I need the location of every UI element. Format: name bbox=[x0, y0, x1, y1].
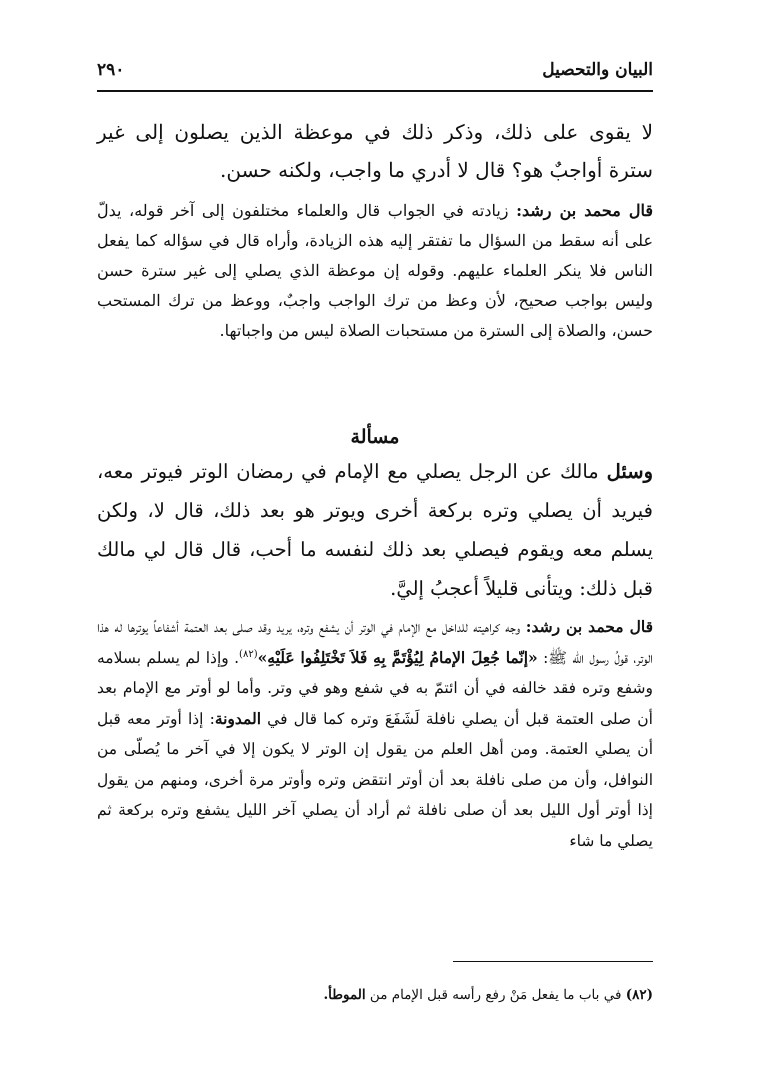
footnote bbox=[97, 983, 653, 1007]
commentary-paragraph-1 bbox=[97, 196, 653, 346]
hadith-quote: «إنّما جُعِلَ الإمامُ لِيُؤْتَمَّ بِهِ فَلاَ تَخْتَلِفُوا عَلَيْهِ» bbox=[257, 647, 538, 667]
commentary-speaker-2: قال محمد بن رشد: bbox=[525, 617, 653, 636]
main-text-2-lead: وسئل bbox=[606, 460, 653, 483]
footnote-reference[interactable]: (٨٢) bbox=[239, 648, 258, 660]
main-text-paragraph-1 bbox=[97, 113, 653, 189]
commentary-2-part2: . وإذا لم يسلم بسلامه وشفع وتره فقد خالفه في أن ائتمّ به في شفع وهو في وتر. وأما لو أوتر مع الإمام بعد أن صلى العتمة قبل أن يصلي نافلة لَشَفَعَ وتره كما قال في bbox=[97, 648, 653, 728]
commentary-speaker-1: قال محمد بن رشد: bbox=[516, 201, 654, 220]
page-header bbox=[97, 50, 653, 92]
footnote-text: في باب ما يفعل مَنْ رفع رأسه قبل الإمام من bbox=[365, 987, 626, 1003]
section-heading: مسألة bbox=[350, 426, 400, 448]
footnote-divider bbox=[453, 961, 653, 962]
page-number: ٢٩٠ bbox=[97, 60, 125, 80]
commentary-paragraph-2 bbox=[97, 612, 653, 856]
footnote-source: الموطأ. bbox=[323, 987, 366, 1003]
book-title-mudawwana: المدونة bbox=[214, 708, 262, 728]
main-text-1: لا يقوى على ذلك، وذكر ذلك في موعظة الذين يصلون إلى غير سترة أواجبٌ هو؟ قال لا أدري ما واجب، ولكنه حسن. bbox=[97, 120, 653, 182]
commentary-2-part3: : إذا أوتر معه قبل أن يصلي العتمة. ومن أهل العلم من يقول إن الوتر لا يكون إلا في آخر ما يُصلّى من النوافل، وأن من صلى نافلة بعد أن أوتر انتقض وتره وأوتر مرة أخرى، ومنهم من يقول إذا أوتر أول الليل بعد أن صلى نافلة ثم أراد أن يصلي آخر الليل يشفع وتره بركعة ثم يصلي ما شاء bbox=[97, 709, 653, 850]
commentary-text-1: زيادته في الجواب قال والعلماء مختلفون إلى آخر قوله، يدلّ على أنه سقط من السؤال ما تفتقر إليه هذه الزيادة، وأراه قال في سؤاله كما يفعل الناس فلا ينكر العلماء عليهم. وقوله إن موعظة الذي يصلي إلى غير سترة حسن وليس بواجب صحيح، لأن وعظ من ترك الواجب واجبٌ، ووعظ من ترك المستحب حسن، والصلاة إلى السترة من مستحبات الصلاة ليس من واجباتها. bbox=[97, 201, 653, 340]
main-text-paragraph-2 bbox=[97, 452, 653, 608]
footnote-number: (٨٢) bbox=[625, 987, 653, 1003]
running-title: البيان والتحصيل bbox=[542, 60, 653, 80]
commentary-2-part1: وجه كراهيته للداخل مع الإمام في الوتر أن يشفع وتره، يريد وقد صلى بعد العتمة أشفاعاً يوترها له هذا الوتر، قولُ رسول الله ﷺ: bbox=[97, 618, 653, 667]
main-text-2: مالك عن الرجل يصلي مع الإمام في رمضان الوتر فيوتر معه، فيريد أن يصلي وتره بركعة أخرى ويوتر هو بعد ذلك، قال لا، ولكن يسلم معه ويقوم فيصلي بعد ذلك لنفسه ما أحب، قال قال لي مالك قبل ذلك: ويتأنى قليلاً أعجبُ إليَّ. bbox=[97, 460, 653, 600]
